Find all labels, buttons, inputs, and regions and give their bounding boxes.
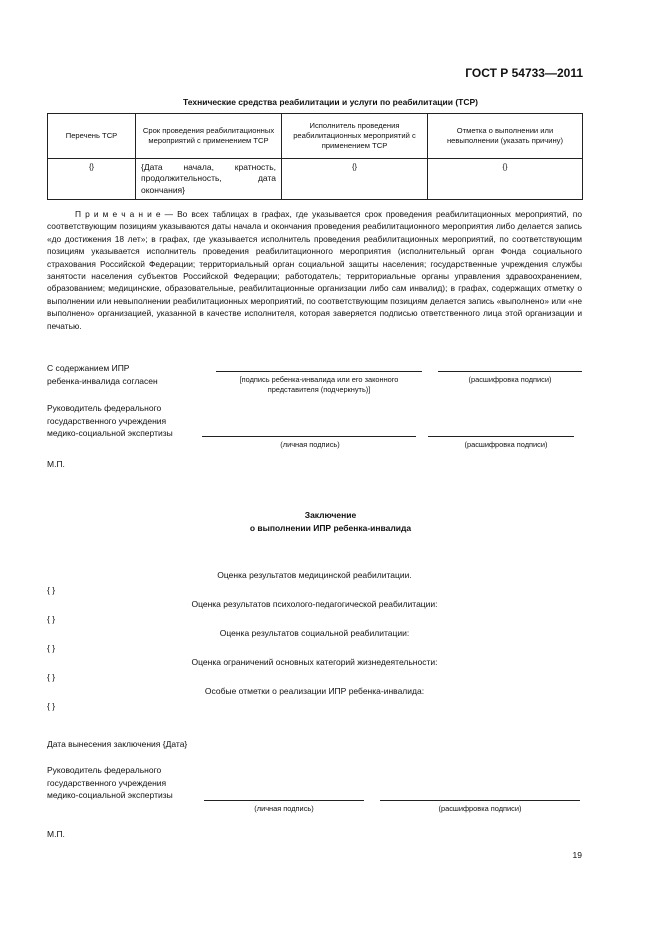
limitations-value: { } [47,672,56,682]
psych-rehab-value: { } [47,614,56,624]
head-label-top: Руководитель федерального государственного учреждения медико-социальной экспертизы [47,403,173,438]
medical-rehab-value: { } [47,585,56,595]
table-cell: {} [428,159,583,200]
medical-rehab-label: Оценка результатов медицинской реабилитации. [217,570,412,580]
special-notes-value: { } [47,701,56,711]
head-transcript-line-top [428,436,574,437]
table-cell: {Дата начала, кратность, продолжительность, дата окончания} [136,159,282,200]
head-transcript-caption-top: (расшифровка подписи) [464,440,548,449]
tcr-table [47,113,583,200]
table-cell: {} [48,159,136,200]
head-transcript-caption-bottom: (расшифровка подписи) [438,804,522,813]
special-notes-label: Особые отметки о реализации ИПР ребенка-инвалида: [204,686,425,696]
conclusion-date: Дата вынесения заключения {Дата} [47,739,188,749]
note-text: — Во всех таблицах в графах, где указывается срок проведения реабилитационных мероприятий, по соответствующим позициям указываются даты начала и окончания проведения реабилитационного мероприятия либо делается запись «до достижения 18 лет»; в графах, где указывается исполнитель проведения реабилитационных мероприятий, по соответствующим позициям указывается исполнитель проведения реабилитационного мероприятия (исполнительный орган Фонда социального страхования Российской Федерации; территориальный орган социальной защиты населения; государственные учреждения службы занятости населения субъектов Российской Федерации; работодатель; территориальные органы управления здравоохранением, образованием; медицинские, образовательные, реабилитационные организации либо сам инвалид); в графах, содержащих отметку о выполнении или невыполнении реабилитационных мероприятий, по соответствующим позициям делается запись «выполнено» или «не выполнено» организацией, указанной в качестве исполнителя, которая заверяется подписью ответственного лица этой организации и печатью. [47,209,582,331]
social-rehab-label: Оценка результатов социальной реабилитации: [219,628,410,638]
table-title: Технические средства реабилитации и услуги по реабилитации (ТСР) [182,97,478,107]
head-signature-caption-bottom: (личная подпись) [254,804,314,813]
table-header-row [48,114,583,159]
head-signature-caption-top: (личная подпись) [280,440,340,449]
consent-signature-line [216,371,422,372]
head-label-bottom: Руководитель федерального государственного учреждения медико-социальной экспертизы [47,765,173,800]
column-header: Отметка о выполнении или невыполнении (указать причину) [428,114,583,159]
conclusion-title: Заключение о выполнении ИПР ребенка-инвалида [249,510,412,533]
column-header: Исполнитель проведения реабилитационных мероприятий с применением ТСР [282,114,428,159]
consent-signature-caption: [подпись ребенка-инвалида или его законного представителя (подчеркнуть)] [239,375,399,394]
consent-transcript-line [438,371,582,372]
head-signature-line-bottom [204,800,364,801]
social-rehab-value: { } [47,643,56,653]
psych-rehab-label: Оценка результатов психолого-педагогической реабилитации: [191,599,438,609]
note-label: П р и м е ч а н и е [75,209,161,219]
page-number: 19 [572,850,582,860]
column-header: Перечень ТСР [48,114,136,159]
head-signature-line-top [202,436,416,437]
column-header: Срок проведения реабилитационных мероприятий с применением ТСР [136,114,282,159]
table-cell: {} [282,159,428,200]
limitations-label: Оценка ограничений основных категорий жизнедеятельности: [191,657,438,667]
stamp-bottom: М.П. [47,829,65,839]
consent-label: С содержанием ИПР ребенка-инвалида согласен [47,363,158,386]
table-row [48,159,583,200]
table-note [47,208,582,332]
standard-number: ГОСТ Р 54733—2011 [465,66,583,80]
consent-transcript-caption: (расшифровка подписи) [468,375,552,384]
stamp-top: М.П. [47,459,65,469]
head-transcript-line-bottom [380,800,580,801]
